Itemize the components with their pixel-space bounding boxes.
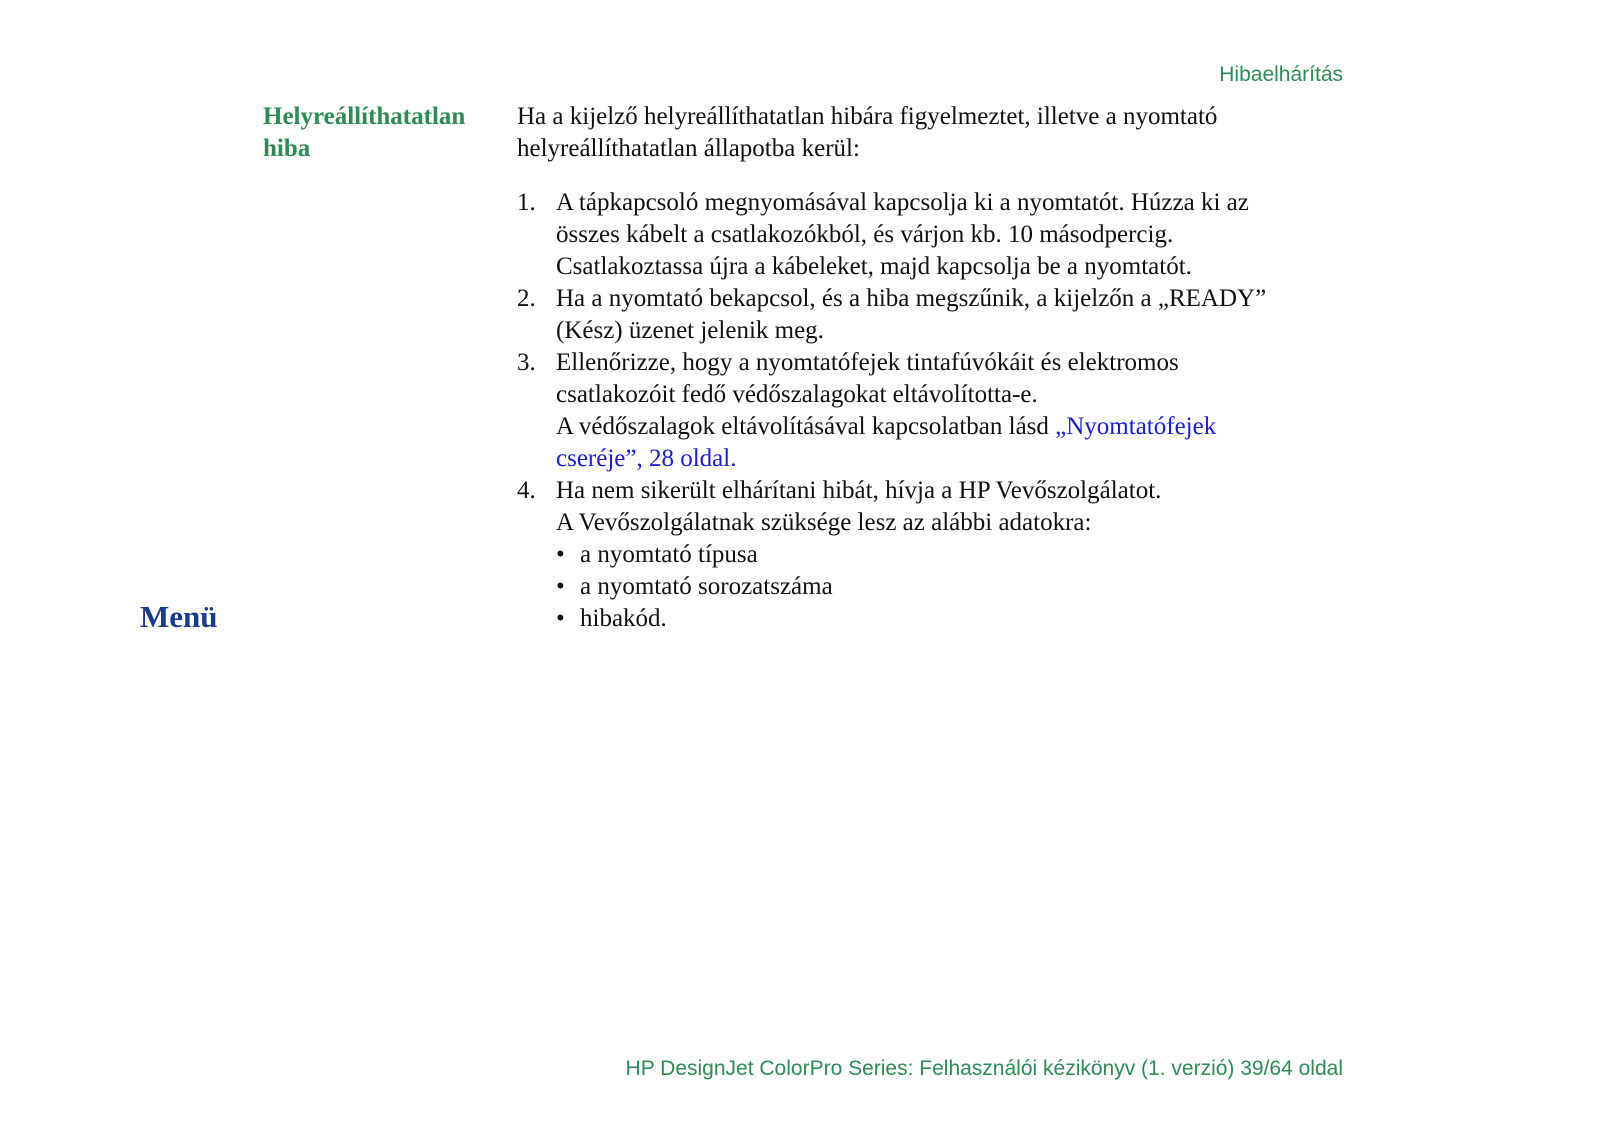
section-heading-line-1: Helyreállíthatatlan (263, 103, 466, 130)
section-heading (263, 101, 493, 165)
step-line: Ha a nyomtató bekapcsol, és a hiba megszűnik, a kijelzőn a „READY” (556, 285, 1267, 312)
list-item-text: hibakód. (580, 605, 667, 632)
step-item-3 (517, 347, 1317, 475)
printhead-replacement-link-continued[interactable]: cseréje”, 28 oldal. (556, 445, 737, 472)
step-number: 3. (517, 349, 536, 376)
running-header: Hibaelhárítás (1219, 63, 1343, 86)
list-item (556, 603, 1317, 635)
step-line: A tápkapcsoló megnyomásával kapcsolja ki a nyomtatót. Húzza ki az (556, 189, 1249, 216)
reference-text: A védőszalagok eltávolításával kapcsolatban lásd (556, 413, 1056, 440)
section-heading-line-2: hiba (263, 135, 311, 162)
step-line: Ellenőrizze, hogy a nyomtatófejek tintafúvókáit és elektromos (556, 349, 1179, 376)
list-item-text: a nyomtató sorozatszáma (580, 573, 833, 600)
bullet-icon: • (556, 573, 565, 600)
step-line: Ha nem sikerült elhárítani hibát, hívja a HP Vevőszolgálatot. (556, 477, 1162, 504)
step-line: (Kész) üzenet jelenik meg. (556, 317, 824, 344)
section-body (517, 101, 1317, 635)
intro-line: Ha a kijelző helyreállíthatatlan hibára figyelmeztet, illetve a nyomtató (517, 103, 1218, 130)
printhead-replacement-link[interactable]: „Nyomtatófejek (1055, 413, 1217, 440)
list-item (556, 571, 1317, 603)
step-item-2 (517, 283, 1317, 347)
required-data-list (556, 539, 1317, 635)
intro-line: helyreállíthatatlan állapotba kerül: (517, 135, 860, 162)
steps-list (517, 187, 1317, 635)
step-reference-line (556, 411, 1317, 443)
step-number: 2. (517, 285, 536, 312)
page-footer: HP DesignJet ColorPro Series: Felhasználói kézikönyv (1. verzió) 39/64 oldal (625, 1057, 1343, 1080)
bullet-icon: • (556, 541, 565, 568)
step-item-4 (517, 475, 1317, 635)
list-item-text: a nyomtató típusa (580, 541, 758, 568)
step-line: A Vevőszolgálatnak szüksége lesz az alábbi adatokra: (556, 509, 1092, 536)
menu-link[interactable]: Menü (140, 599, 218, 634)
step-line: összes kábelt a csatlakozókból, és várjon kb. 10 másodpercig. (556, 221, 1174, 248)
step-item-1 (517, 187, 1317, 283)
bullet-icon: • (556, 605, 565, 632)
intro-paragraph (517, 101, 1317, 165)
step-line: csatlakozóit fedő védőszalagokat eltávolította-e. (556, 381, 1038, 408)
step-number: 1. (517, 189, 536, 216)
step-number: 4. (517, 477, 536, 504)
step-line: Csatlakoztassa újra a kábeleket, majd kapcsolja be a nyomtatót. (556, 253, 1192, 280)
list-item (556, 539, 1317, 571)
